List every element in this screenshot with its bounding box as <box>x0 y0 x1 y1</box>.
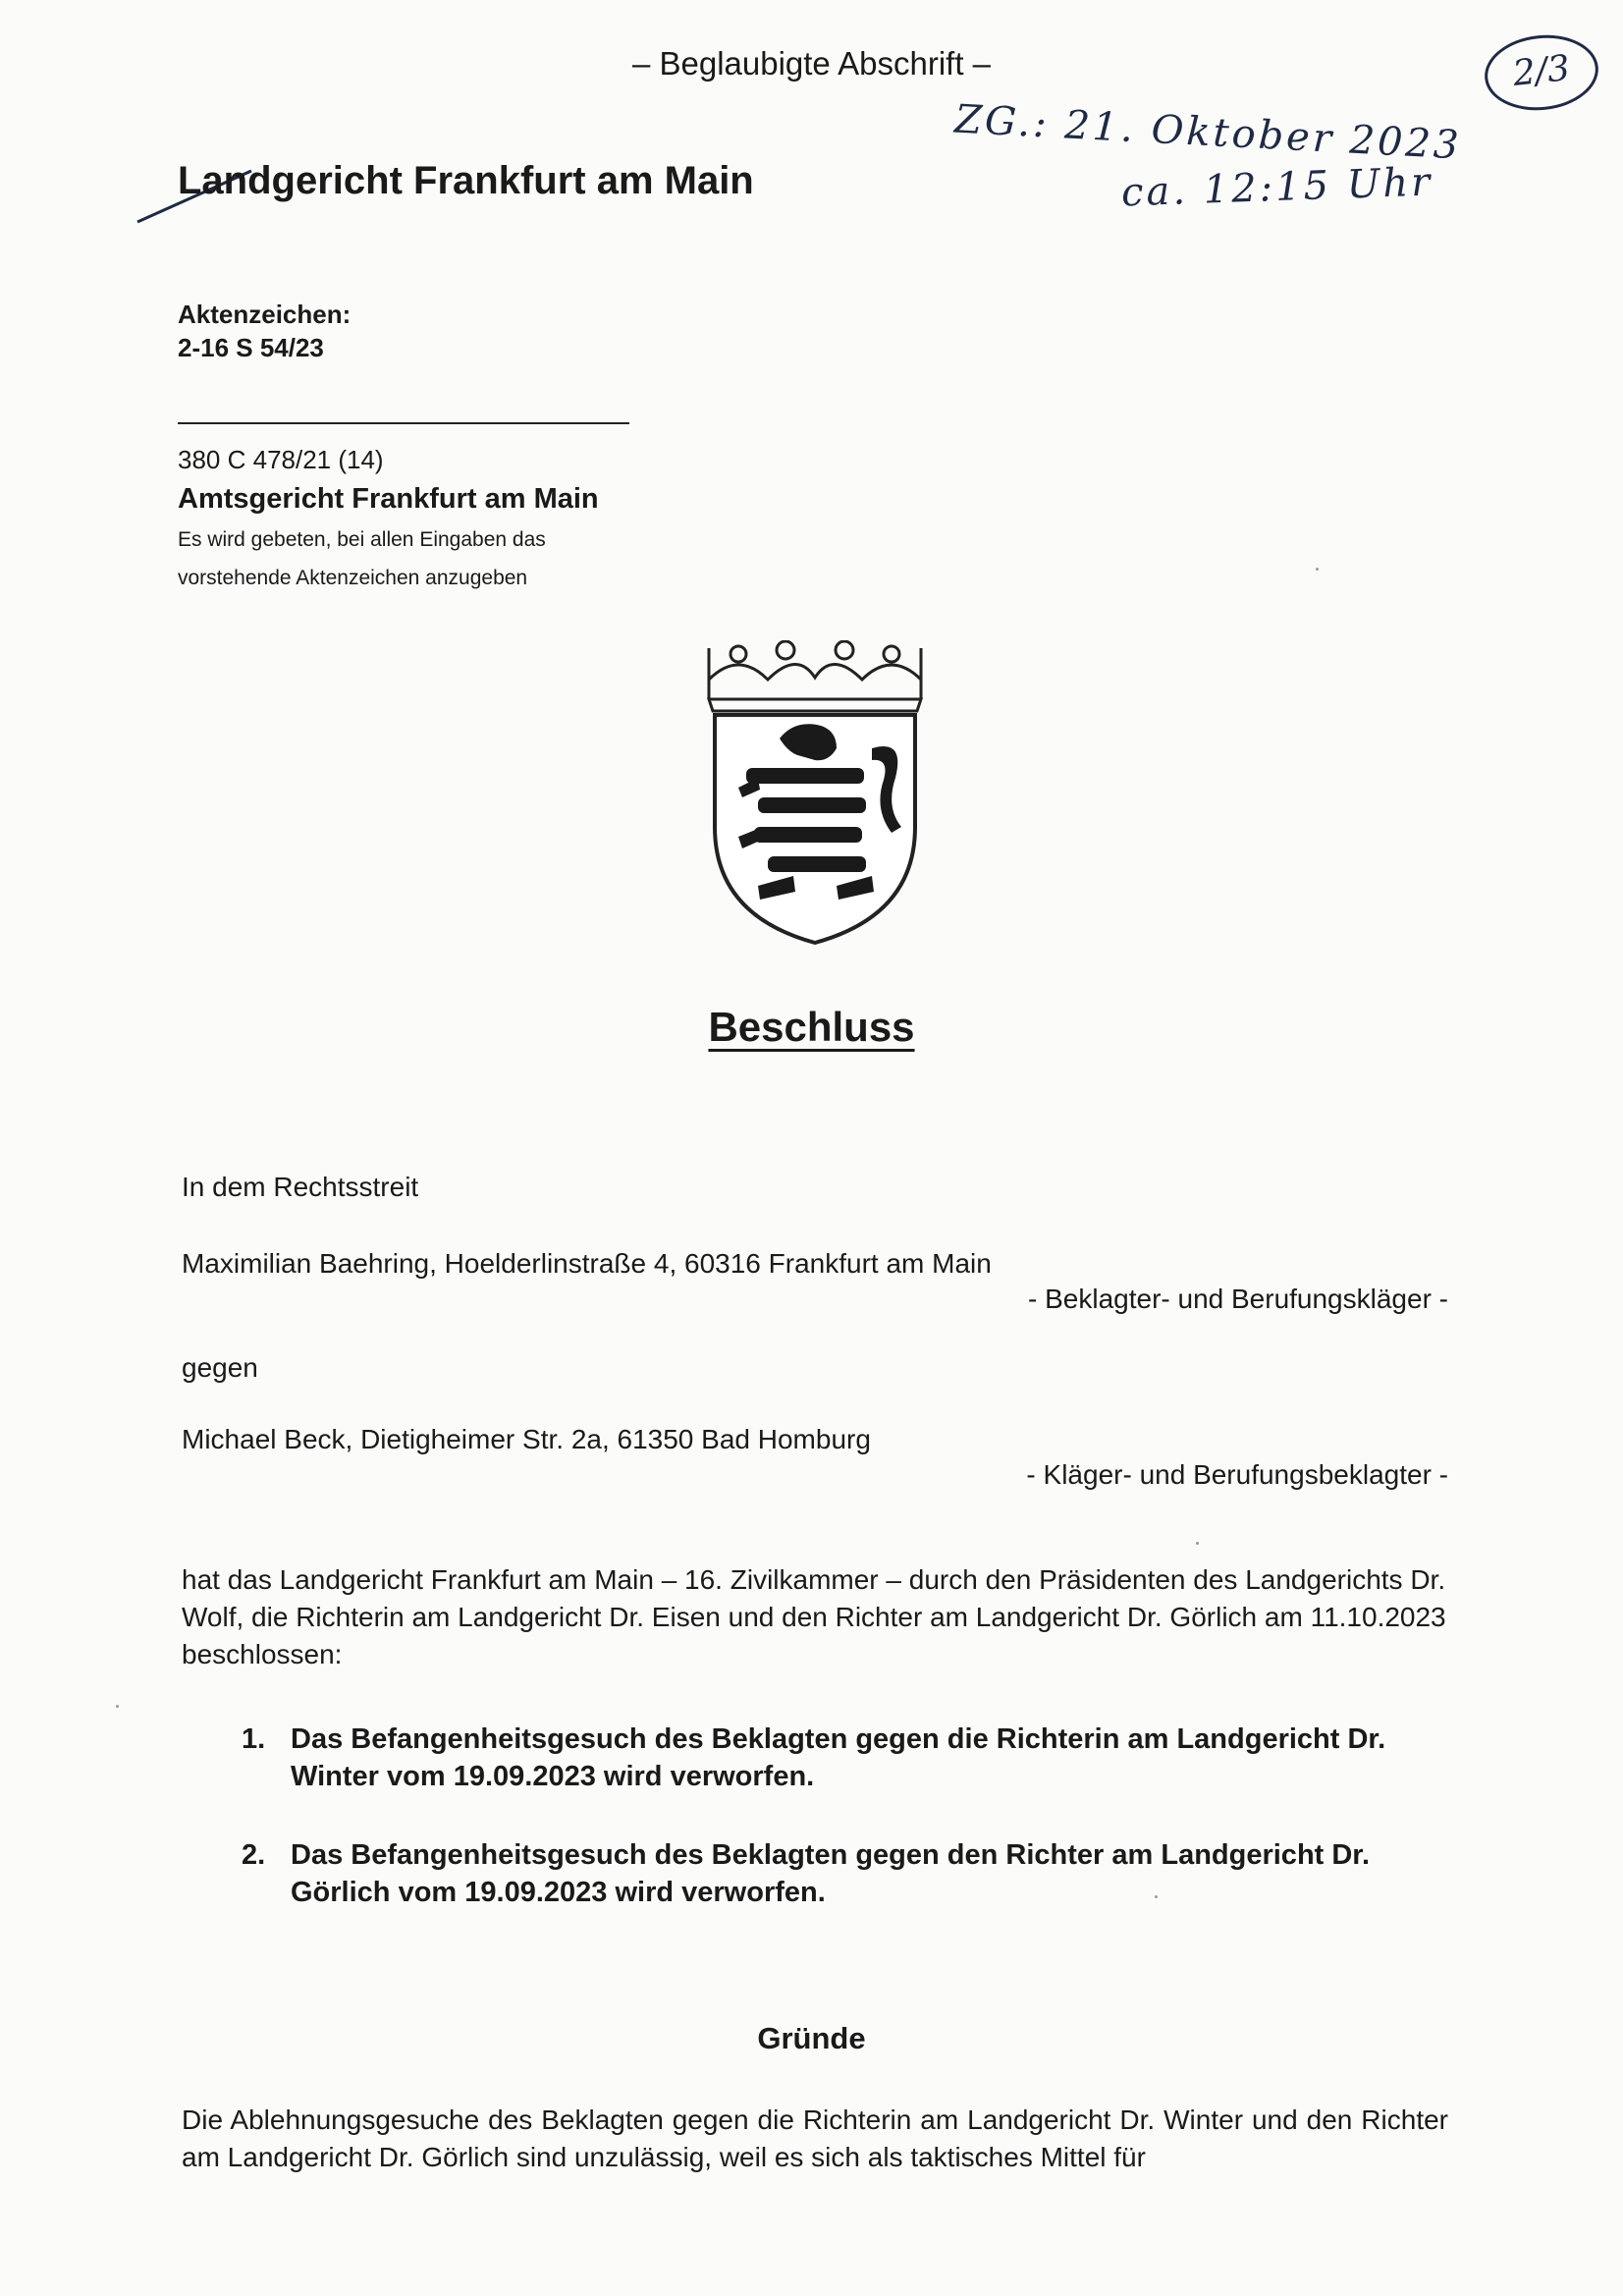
scan-speck <box>1316 568 1319 571</box>
reference-note-line1: Es wird gebeten, bei allen Eingaben das <box>178 528 546 551</box>
scan-speck <box>1196 1542 1199 1545</box>
file-reference-value: 2-16 S 54/23 <box>178 333 324 362</box>
decision-item <box>242 1836 1439 1915</box>
handwritten-page-mark: 2/3 <box>1481 29 1601 116</box>
decision-text: Das Befangenheitsgesuch des Beklagten gegen die Richterin am Landgericht Dr. Winter vom 19.09.2023 wird verworfen. <box>291 1723 1386 1792</box>
lower-court-name: Amtsgericht Frankfurt am Main <box>178 483 599 515</box>
handwritten-receipt-date: ZG.: 21. Oktober 2023 <box>953 96 1463 169</box>
grounds-heading: Gründe <box>757 2021 866 2055</box>
versus-label: gegen <box>182 1352 258 1383</box>
document-title-text: Beschluss <box>708 1004 915 1050</box>
plaintiff-role: - Kläger- und Berufungsbeklagter - <box>1026 1459 1448 1490</box>
decision-number: 1. <box>242 1723 266 1755</box>
scan-speck <box>116 1705 119 1708</box>
defendant-party: Maximilian Baehring, Hoelderlinstraße 4, 60316 Frankfurt am Main <box>182 1248 992 1279</box>
grounds-paragraph: Die Ablehnungsgesuche des Beklagten gegen die Richterin am Landgericht Dr. Winter und den Richter am Landgericht Dr. Görlich sind unzulässig, weil es sich als taktisches Mittel für <box>182 2105 1448 2172</box>
handwritten-receipt-time: ca. 12:15 Uhr <box>1120 159 1434 216</box>
lower-court-reference: 380 C 478/21 (14) <box>178 445 384 474</box>
decision-item <box>242 1721 1439 1799</box>
file-reference-label: Aktenzeichen: <box>178 300 352 329</box>
plaintiff-party: Michael Beck, Dietigheimer Str. 2a, 61350 Bad Homburg <box>182 1424 871 1454</box>
scan-speck <box>1155 1895 1158 1898</box>
document-title <box>0 1004 1623 1051</box>
decision-text: Das Befangenheitsgesuch des Beklagten gegen den Richter am Landgericht Dr. Görlich vom 19.09.2023 wird verworfen. <box>291 1839 1371 1908</box>
decision-number: 2. <box>242 1839 266 1871</box>
lawsuit-intro: In dem Rechtsstreit <box>182 1172 419 1202</box>
defendant-role: - Beklagter- und Berufungskläger - <box>1028 1284 1448 1314</box>
reference-note-line2: vorstehende Aktenzeichen anzugeben <box>178 567 528 589</box>
court-name: Landgericht Frankfurt am Main <box>178 159 754 202</box>
divider <box>178 422 629 424</box>
decision-intro-paragraph: hat das Landgericht Frankfurt am Main – 16. Zivilkammer – durch den Präsidenten des Landgerichts Dr. Wolf, die Richterin am Landgericht Dr. Eisen und den Richter am Landgericht Dr. Görlich am 11.10.2023 beschlossen: <box>182 1564 1446 1669</box>
hessen-coat-of-arms-icon <box>699 640 931 947</box>
certified-copy-label: – Beglaubigte Abschrift – <box>631 45 992 82</box>
